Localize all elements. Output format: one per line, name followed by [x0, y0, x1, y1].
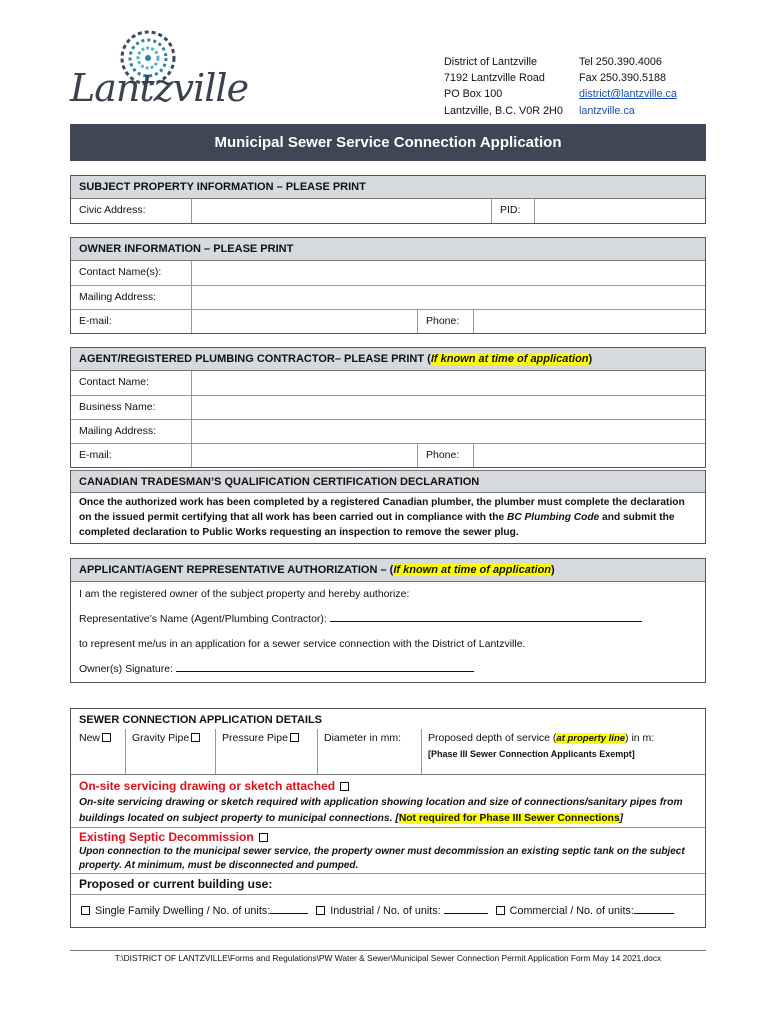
section-heading: AGENT/REGISTERED PLUMBING CONTRACTOR– PLEASE PRINT (If known at time of application) [71, 348, 705, 371]
owner-mailing-field[interactable] [191, 286, 705, 309]
owner-section [70, 237, 706, 334]
building-use-options: Single Family Dwelling / No. of units: Industrial / No. of units: Commercial / No. of units: [71, 895, 705, 927]
file-path-footer: T:\DISTRICT OF LANTZVILLE\Forms and Regulations\PW Water & Sewer\Municipal Sewer Connection Permit Application Form May 14 2021.docx [70, 950, 706, 963]
gravity-checkbox[interactable] [191, 733, 200, 742]
pressure-option[interactable]: Pressure Pipe [215, 729, 317, 774]
subject-property-section [70, 175, 706, 224]
building-use-label: Proposed or current building use: [71, 873, 705, 895]
agent-mailing-field[interactable] [191, 420, 705, 443]
agent-mailing-label: Mailing Address: [79, 425, 157, 437]
depth-cell: Proposed depth of service (at property line) in m: [Phase III Sewer Connection Applicants Exempt] [421, 729, 705, 774]
industrial-units-field[interactable] [444, 902, 488, 914]
commercial-checkbox[interactable] [496, 906, 505, 915]
owner-phone-label: Phone: [417, 310, 473, 333]
industrial-checkbox[interactable] [316, 906, 325, 915]
diameter-label: Diameter in mm: [317, 729, 421, 774]
district-address: District of Lantzville 7192 Lantzville Road PO Box 100 Lantzville, B.C. V0R 2H0 [444, 56, 563, 117]
certification-text: Once the authorized work has been completed by a registered Canadian plumber, the plumber must complete the declaration on the issued permit certifying that all work has been carried out in compliance with the BC Plumbing Code and submit the completed declaration to Public Works requesting an inspection to remove the sewer plug. [79, 497, 685, 538]
agent-email-field[interactable] [191, 444, 417, 467]
section-heading: APPLICANT/AGENT REPRESENTATIVE AUTHORIZATION – (If known at time of application) [71, 559, 705, 582]
section-heading: OWNER INFORMATION – PLEASE PRINT [71, 238, 705, 261]
email-link[interactable]: district@lantzville.ca [579, 88, 677, 101]
details-section [70, 708, 706, 928]
agent-business-field[interactable] [191, 396, 705, 419]
owner-email-label: E-mail: [79, 315, 112, 327]
representative-line: Representative’s Name (Agent/Plumbing Contractor): [71, 607, 705, 632]
septic-checkbox[interactable] [259, 833, 268, 842]
pid-label: PID: [491, 199, 534, 223]
agent-phone-field[interactable] [473, 444, 705, 467]
agent-email-label: E-mail: [79, 449, 112, 461]
single-family-units-field[interactable] [270, 902, 308, 914]
owner-signature-field[interactable] [176, 660, 474, 672]
authorization-section [70, 558, 706, 683]
onsite-checkbox[interactable] [340, 782, 349, 791]
onsite-text: On-site servicing drawing or sketch required with application showing location and size of connections/sanitary pipes from buildings located on subject property to municipal connections. [Not required for Phase III Sewer Connections] [79, 797, 683, 824]
section-heading: CANADIAN TRADESMAN’S QUALIFICATION CERTIFICATION DECLARATION [71, 470, 705, 493]
onsite-drawing-option[interactable]: On-site servicing drawing or sketch attached [71, 775, 705, 795]
signature-line: Owner(s) Signature: [71, 657, 705, 682]
new-checkbox[interactable] [102, 733, 111, 742]
section-heading: SEWER CONNECTION APPLICATION DETAILS [79, 714, 323, 726]
septic-option[interactable]: Existing Septic Decommission [71, 827, 705, 845]
owner-phone-field[interactable] [473, 310, 705, 333]
agent-section [70, 347, 706, 468]
owner-contact-field[interactable] [191, 261, 705, 285]
agent-business-label: Business Name: [79, 401, 156, 413]
owner-mailing-label: Mailing Address: [79, 291, 157, 303]
single-family-checkbox[interactable] [81, 906, 90, 915]
owner-email-field[interactable] [191, 310, 417, 333]
pressure-checkbox[interactable] [290, 733, 299, 742]
owner-contact-label: Contact Name(s): [79, 266, 162, 278]
civic-address-field[interactable] [191, 199, 491, 223]
certification-section [70, 470, 706, 544]
agent-contact-field[interactable] [191, 371, 705, 395]
fax-number: Fax 250.390.5188 [579, 72, 667, 85]
gravity-option[interactable]: Gravity Pipe [125, 729, 215, 774]
agent-phone-label: Phone: [417, 444, 473, 467]
section-heading: SUBJECT PROPERTY INFORMATION – PLEASE PRINT [71, 176, 705, 199]
septic-text: Upon connection to the municipal sewer service, the property owner must decommission an existing septic tank on the subject property. At minimum, must be disconnected and pumped. [79, 846, 685, 871]
civic-address-label: Civic Address: [79, 204, 146, 216]
district-contact [579, 54, 677, 119]
depth-exempt-note: [Phase III Sewer Connection Applicants Exempt] [428, 749, 635, 759]
representative-name-field[interactable] [330, 610, 642, 622]
represent-statement: to represent me/us in an application for a sewer service connection with the District of Lantzville. [79, 638, 526, 650]
agent-contact-label: Contact Name: [79, 376, 150, 388]
commercial-units-field[interactable] [634, 902, 674, 914]
website-link[interactable]: lantzville.ca [579, 104, 635, 117]
authorization-statement: I am the registered owner of the subject property and hereby authorize: [79, 588, 410, 600]
logo-wordmark: Lantzville [70, 66, 249, 110]
new-option[interactable]: New [71, 729, 125, 774]
page-title: Municipal Sewer Service Connection Application [70, 124, 706, 161]
pid-field[interactable] [534, 199, 705, 223]
phone-number: Tel 250.390.4006 [579, 56, 662, 68]
